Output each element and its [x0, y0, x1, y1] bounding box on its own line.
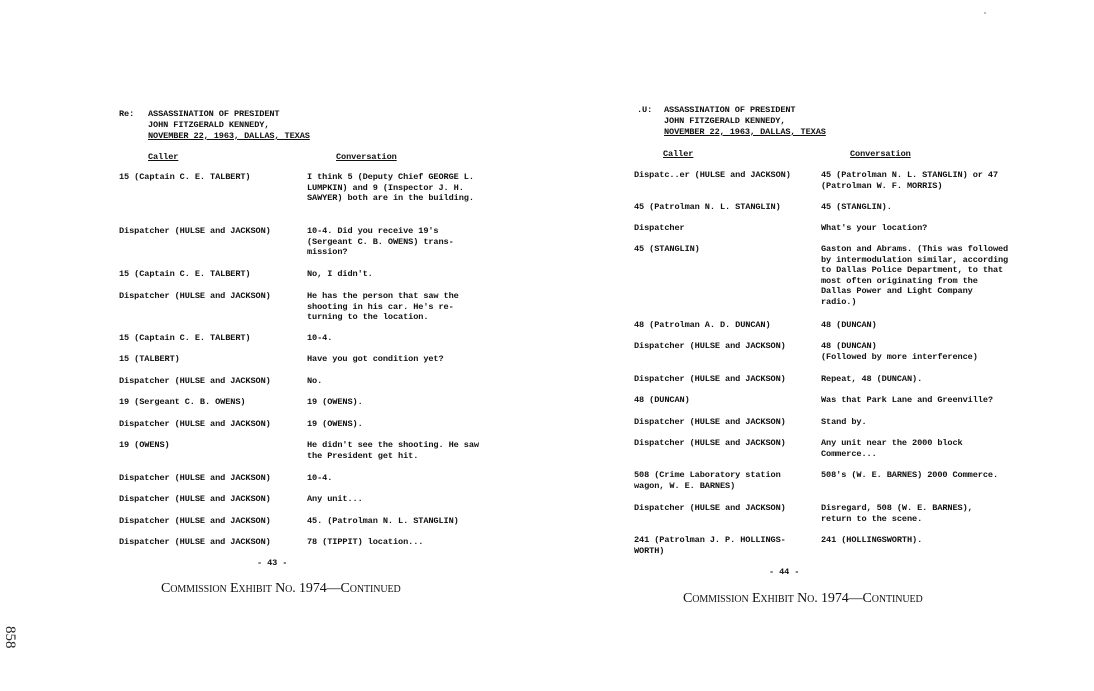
caller: 15 (Captain C. E. TALBERT) [119, 333, 251, 343]
conversation: 48 (DUNCAN) [821, 320, 877, 330]
conversation: Gaston and Abrams. (This was followed by intermodulation similar, according to Dallas Police Department, to that most often originating from the Dallas Power and Light Company radio.) [821, 244, 1009, 307]
caller: 15 (Captain C. E. TALBERT) [119, 172, 251, 182]
caller: Dispatcher (HULSE and JACKSON) [119, 291, 271, 301]
heading-line-2: JOHN FITZGERALD KENNEDY, [148, 120, 270, 130]
conversation: 45 (Patrolman N. L. STANGLIN) or 47 (Patrolman W. F. MORRIS) [821, 170, 998, 191]
page-number: - 43 - [257, 558, 288, 568]
conversation: Any unit... [307, 494, 363, 504]
caller: Dispatcher (HULSE and JACKSON) [634, 341, 786, 351]
exhibit-caption: Commission Exhibit No. 1974—Continued [161, 581, 401, 596]
caller: Dispatcher (HULSE and JACKSON) [119, 376, 271, 386]
conversation: Have you got condition yet? [307, 354, 444, 364]
caller: Dispatcher (HULSE and JACKSON) [119, 226, 271, 236]
side-page-number: 858 [2, 626, 18, 649]
caller: 508 (Crime Laboratory station wagon, W. E. BARNES) [634, 470, 781, 491]
caller: Dispatcher (HULSE and JACKSON) [634, 374, 786, 384]
conversation: 45 (STANGLIN). [821, 202, 892, 212]
conversation: No, I didn't. [307, 269, 373, 279]
caller: 19 (Sergeant C. B. OWENS) [119, 397, 246, 407]
heading-line-3: NOVEMBER 22, 1963, DALLAS, TEXAS [664, 127, 826, 137]
heading-line-1: ASSASSINATION OF PRESIDENT [148, 109, 280, 119]
column-header-caller: Caller [663, 149, 694, 159]
conversation: 45. (Patrolman N. L. STANGLIN) [307, 516, 459, 526]
heading-line-1: ASSASSINATION OF PRESIDENT [664, 105, 796, 115]
caller: Dispatcher (HULSE and JACKSON) [634, 417, 786, 427]
re-label: .U: [637, 105, 653, 115]
caller: Dispatcher (HULSE and JACKSON) [634, 438, 786, 448]
conversation: Was that Park Lane and Greenville? [821, 395, 993, 405]
column-header-caller: Caller [148, 152, 179, 162]
conversation: No. [307, 376, 323, 386]
caller: Dispatcher (HULSE and JACKSON) [119, 494, 271, 504]
caller: Dispatcher (HULSE and JACKSON) [119, 473, 271, 483]
conversation: 19 (OWENS). [307, 419, 363, 429]
conversation: He has the person that saw the shooting in his car. He's re-turning to the location. [307, 291, 459, 323]
conversation: He didn't see the shooting. He saw the President get hit. [307, 440, 479, 461]
conversation: Any unit near the 2000 block Commerce... [821, 438, 963, 459]
conversation: 10-4. Did you receive 19's (Sergeant C. B. OWENS) trans-mission? [307, 226, 454, 258]
column-header-conversation: Conversation [336, 152, 397, 162]
caller: 15 (Captain C. E. TALBERT) [119, 269, 251, 279]
caller: Dispatcher (HULSE and JACKSON) [119, 419, 271, 429]
heading-line-2: JOHN FITZGERALD KENNEDY, [664, 116, 786, 126]
conversation: 241 (HOLLINGSWORTH). [821, 535, 923, 545]
caller: Dispatcher (HULSE and JACKSON) [119, 537, 271, 547]
conversation: 78 (TIPPIT) location... [307, 537, 424, 547]
column-header-conversation: Conversation [850, 149, 911, 159]
conversation: 48 (DUNCAN) (Followed by more interference) [821, 341, 978, 362]
caller: 48 (Patrolman A. D. DUNCAN) [634, 320, 771, 330]
caller: 15 (TALBERT) [119, 354, 180, 364]
conversation: 10-4. [307, 333, 333, 343]
caller: Dispatcher (HULSE and JACKSON) [119, 516, 271, 526]
heading-line-3: NOVEMBER 22, 1963, DALLAS, TEXAS [148, 131, 310, 141]
re-label: Re: [119, 109, 135, 119]
conversation: I think 5 (Deputy Chief GEORGE L. LUMPKIN) and 9 (Inspector J. H. SAWYER) both are in the building. [307, 172, 474, 204]
caller: 48 (DUNCAN) [634, 395, 690, 405]
caller: Dispatcher [634, 223, 685, 233]
conversation: Repeat, 48 (DUNCAN). [821, 374, 923, 384]
scan-speck [984, 12, 986, 14]
conversation: 10-4. [307, 473, 333, 483]
caller: 19 (OWENS) [119, 440, 170, 450]
caller: 45 (STANGLIN) [634, 244, 700, 254]
conversation: 19 (OWENS). [307, 397, 363, 407]
conversation: 508's (W. E. BARNES) 2000 Commerce. [821, 470, 998, 480]
page-number: - 44 - [769, 567, 800, 577]
conversation: What's your location? [821, 223, 928, 233]
exhibit-caption: Commission Exhibit No. 1974—Continued [683, 591, 923, 606]
conversation: Disregard, 508 (W. E. BARNES), return to the scene. [821, 503, 973, 524]
caller: 45 (Patrolman N. L. STANGLIN) [634, 202, 781, 212]
conversation: Stand by. [821, 417, 867, 427]
caller: Dispatcher (HULSE and JACKSON) [634, 503, 786, 513]
caller: Dispatc..er (HULSE and JACKSON) [634, 170, 791, 180]
caller: 241 (Patrolman J. P. HOLLINGS-WORTH) [634, 535, 786, 556]
